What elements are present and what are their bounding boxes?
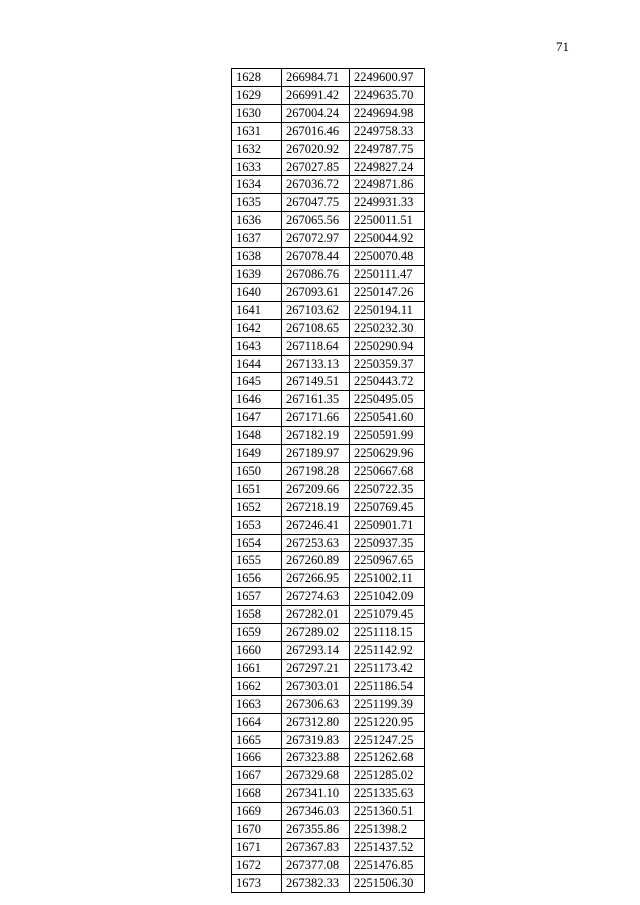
y-coordinate-cell: 2251042.09 (350, 588, 425, 606)
point-number-cell: 1639 (232, 265, 282, 283)
point-number-cell: 1665 (232, 731, 282, 749)
point-number-cell: 1657 (232, 588, 282, 606)
point-number-cell: 1644 (232, 355, 282, 373)
y-coordinate-cell: 2251506.30 (350, 874, 425, 892)
point-number-cell: 1629 (232, 86, 282, 104)
y-coordinate-cell: 2251437.52 (350, 838, 425, 856)
point-number-cell: 1673 (232, 874, 282, 892)
point-number-cell: 1671 (232, 838, 282, 856)
point-number-cell: 1648 (232, 427, 282, 445)
x-coordinate-cell: 267382.33 (282, 874, 350, 892)
y-coordinate-cell: 2251285.02 (350, 767, 425, 785)
x-coordinate-cell: 267118.64 (282, 337, 350, 355)
table-row (232, 140, 425, 158)
point-number-cell: 1669 (232, 803, 282, 821)
point-number-cell: 1628 (232, 69, 282, 87)
x-coordinate-cell: 267149.51 (282, 373, 350, 391)
page-number: 71 (556, 39, 569, 54)
table-row (232, 391, 425, 409)
table-row (232, 194, 425, 212)
table-row (232, 731, 425, 749)
table-row (232, 516, 425, 534)
y-coordinate-cell: 2250232.30 (350, 319, 425, 337)
x-coordinate-cell: 267253.63 (282, 534, 350, 552)
x-coordinate-cell: 267171.66 (282, 409, 350, 427)
x-coordinate-cell: 267260.89 (282, 552, 350, 570)
table-row (232, 606, 425, 624)
table-row (232, 713, 425, 731)
x-coordinate-cell: 267161.35 (282, 391, 350, 409)
table-row (232, 785, 425, 803)
table-row (232, 212, 425, 230)
table-row (232, 265, 425, 283)
y-coordinate-cell: 2250667.68 (350, 462, 425, 480)
y-coordinate-cell: 2251335.63 (350, 785, 425, 803)
table-row (232, 301, 425, 319)
table-row (232, 856, 425, 874)
table-row (232, 355, 425, 373)
x-coordinate-cell: 267312.80 (282, 713, 350, 731)
x-coordinate-cell: 267303.01 (282, 677, 350, 695)
table-row (232, 874, 425, 892)
x-coordinate-cell: 267377.08 (282, 856, 350, 874)
table-row (232, 642, 425, 660)
y-coordinate-cell: 2250194.11 (350, 301, 425, 319)
point-number-cell: 1638 (232, 248, 282, 266)
x-coordinate-cell: 267209.66 (282, 480, 350, 498)
y-coordinate-cell: 2250937.35 (350, 534, 425, 552)
y-coordinate-cell: 2250769.45 (350, 498, 425, 516)
y-coordinate-cell: 2251002.11 (350, 570, 425, 588)
table-row (232, 104, 425, 122)
point-number-cell: 1656 (232, 570, 282, 588)
x-coordinate-cell: 267047.75 (282, 194, 350, 212)
point-number-cell: 1641 (232, 301, 282, 319)
point-number-cell: 1631 (232, 122, 282, 140)
table-row (232, 462, 425, 480)
table-row (232, 158, 425, 176)
x-coordinate-cell: 267004.24 (282, 104, 350, 122)
y-coordinate-cell: 2250722.35 (350, 480, 425, 498)
table-row (232, 570, 425, 588)
point-number-cell: 1668 (232, 785, 282, 803)
x-coordinate-cell: 267103.62 (282, 301, 350, 319)
table-row (232, 122, 425, 140)
table-row (232, 248, 425, 266)
x-coordinate-cell: 267346.03 (282, 803, 350, 821)
point-number-cell: 1655 (232, 552, 282, 570)
table-row (232, 659, 425, 677)
x-coordinate-cell: 267297.21 (282, 659, 350, 677)
x-coordinate-cell: 267108.65 (282, 319, 350, 337)
point-number-cell: 1658 (232, 606, 282, 624)
x-coordinate-cell: 267093.61 (282, 283, 350, 301)
point-number-cell: 1661 (232, 659, 282, 677)
y-coordinate-cell: 2251173.42 (350, 659, 425, 677)
point-number-cell: 1632 (232, 140, 282, 158)
y-coordinate-cell: 2250359.37 (350, 355, 425, 373)
y-coordinate-cell: 2251079.45 (350, 606, 425, 624)
point-number-cell: 1649 (232, 445, 282, 463)
y-coordinate-cell: 2250443.72 (350, 373, 425, 391)
point-number-cell: 1653 (232, 516, 282, 534)
point-number-cell: 1659 (232, 624, 282, 642)
table-row (232, 821, 425, 839)
x-coordinate-cell: 267189.97 (282, 445, 350, 463)
y-coordinate-cell: 2250541.60 (350, 409, 425, 427)
y-coordinate-cell: 2251247.25 (350, 731, 425, 749)
x-coordinate-cell: 267355.86 (282, 821, 350, 839)
point-number-cell: 1645 (232, 373, 282, 391)
x-coordinate-cell: 267323.88 (282, 749, 350, 767)
point-number-cell: 1670 (232, 821, 282, 839)
point-number-cell: 1635 (232, 194, 282, 212)
table-row (232, 409, 425, 427)
point-number-cell: 1643 (232, 337, 282, 355)
table-row (232, 445, 425, 463)
point-number-cell: 1646 (232, 391, 282, 409)
x-coordinate-cell: 267218.19 (282, 498, 350, 516)
table-row (232, 480, 425, 498)
coordinates-table (231, 68, 425, 893)
y-coordinate-cell: 2251199.39 (350, 695, 425, 713)
y-coordinate-cell: 2251476.85 (350, 856, 425, 874)
x-coordinate-cell: 267293.14 (282, 642, 350, 660)
y-coordinate-cell: 2251220.95 (350, 713, 425, 731)
table-row (232, 498, 425, 516)
y-coordinate-cell: 2250290.94 (350, 337, 425, 355)
coordinates-table-body (232, 69, 425, 893)
x-coordinate-cell: 267078.44 (282, 248, 350, 266)
point-number-cell: 1652 (232, 498, 282, 516)
point-number-cell: 1642 (232, 319, 282, 337)
y-coordinate-cell: 2249694.98 (350, 104, 425, 122)
point-number-cell: 1660 (232, 642, 282, 660)
point-number-cell: 1630 (232, 104, 282, 122)
point-number-cell: 1651 (232, 480, 282, 498)
y-coordinate-cell: 2250495.05 (350, 391, 425, 409)
table-row (232, 767, 425, 785)
x-coordinate-cell: 267341.10 (282, 785, 350, 803)
table-row (232, 624, 425, 642)
x-coordinate-cell: 267246.41 (282, 516, 350, 534)
y-coordinate-cell: 2250011.51 (350, 212, 425, 230)
y-coordinate-cell: 2250147.26 (350, 283, 425, 301)
y-coordinate-cell: 2251262.68 (350, 749, 425, 767)
y-coordinate-cell: 2250629.96 (350, 445, 425, 463)
x-coordinate-cell: 266991.42 (282, 86, 350, 104)
x-coordinate-cell: 267027.85 (282, 158, 350, 176)
table-row (232, 427, 425, 445)
x-coordinate-cell: 267133.13 (282, 355, 350, 373)
table-row (232, 552, 425, 570)
point-number-cell: 1662 (232, 677, 282, 695)
point-number-cell: 1654 (232, 534, 282, 552)
x-coordinate-cell: 266984.71 (282, 69, 350, 87)
point-number-cell: 1640 (232, 283, 282, 301)
y-coordinate-cell: 2250901.71 (350, 516, 425, 534)
point-number-cell: 1664 (232, 713, 282, 731)
point-number-cell: 1672 (232, 856, 282, 874)
point-number-cell: 1650 (232, 462, 282, 480)
point-number-cell: 1666 (232, 749, 282, 767)
point-number-cell: 1667 (232, 767, 282, 785)
y-coordinate-cell: 2251398.2 (350, 821, 425, 839)
table-row (232, 695, 425, 713)
y-coordinate-cell: 2250070.48 (350, 248, 425, 266)
x-coordinate-cell: 267065.56 (282, 212, 350, 230)
table-row (232, 69, 425, 87)
x-coordinate-cell: 267182.19 (282, 427, 350, 445)
y-coordinate-cell: 2250111.47 (350, 265, 425, 283)
y-coordinate-cell: 2251186.54 (350, 677, 425, 695)
point-number-cell: 1637 (232, 230, 282, 248)
y-coordinate-cell: 2249758.33 (350, 122, 425, 140)
table-row (232, 319, 425, 337)
x-coordinate-cell: 267016.46 (282, 122, 350, 140)
y-coordinate-cell: 2249871.86 (350, 176, 425, 194)
table-row (232, 588, 425, 606)
y-coordinate-cell: 2250967.65 (350, 552, 425, 570)
point-number-cell: 1633 (232, 158, 282, 176)
table-row (232, 838, 425, 856)
x-coordinate-cell: 267036.72 (282, 176, 350, 194)
table-row (232, 803, 425, 821)
y-coordinate-cell: 2251118.15 (350, 624, 425, 642)
x-coordinate-cell: 267282.01 (282, 606, 350, 624)
y-coordinate-cell: 2251360.51 (350, 803, 425, 821)
x-coordinate-cell: 267086.76 (282, 265, 350, 283)
x-coordinate-cell: 267367.83 (282, 838, 350, 856)
table-row (232, 534, 425, 552)
y-coordinate-cell: 2249600.97 (350, 69, 425, 87)
table-row (232, 176, 425, 194)
table-row (232, 283, 425, 301)
point-number-cell: 1647 (232, 409, 282, 427)
y-coordinate-cell: 2249635.70 (350, 86, 425, 104)
table-row (232, 230, 425, 248)
y-coordinate-cell: 2251142.92 (350, 642, 425, 660)
x-coordinate-cell: 267198.28 (282, 462, 350, 480)
x-coordinate-cell: 267289.02 (282, 624, 350, 642)
point-number-cell: 1636 (232, 212, 282, 230)
table-row (232, 749, 425, 767)
table-row (232, 677, 425, 695)
y-coordinate-cell: 2250044.92 (350, 230, 425, 248)
table-row (232, 86, 425, 104)
point-number-cell: 1634 (232, 176, 282, 194)
y-coordinate-cell: 2249931.33 (350, 194, 425, 212)
x-coordinate-cell: 267274.63 (282, 588, 350, 606)
y-coordinate-cell: 2249787.75 (350, 140, 425, 158)
y-coordinate-cell: 2250591.99 (350, 427, 425, 445)
x-coordinate-cell: 267020.92 (282, 140, 350, 158)
x-coordinate-cell: 267319.83 (282, 731, 350, 749)
table-row (232, 373, 425, 391)
x-coordinate-cell: 267072.97 (282, 230, 350, 248)
x-coordinate-cell: 267266.95 (282, 570, 350, 588)
y-coordinate-cell: 2249827.24 (350, 158, 425, 176)
table-row (232, 337, 425, 355)
x-coordinate-cell: 267306.63 (282, 695, 350, 713)
x-coordinate-cell: 267329.68 (282, 767, 350, 785)
point-number-cell: 1663 (232, 695, 282, 713)
